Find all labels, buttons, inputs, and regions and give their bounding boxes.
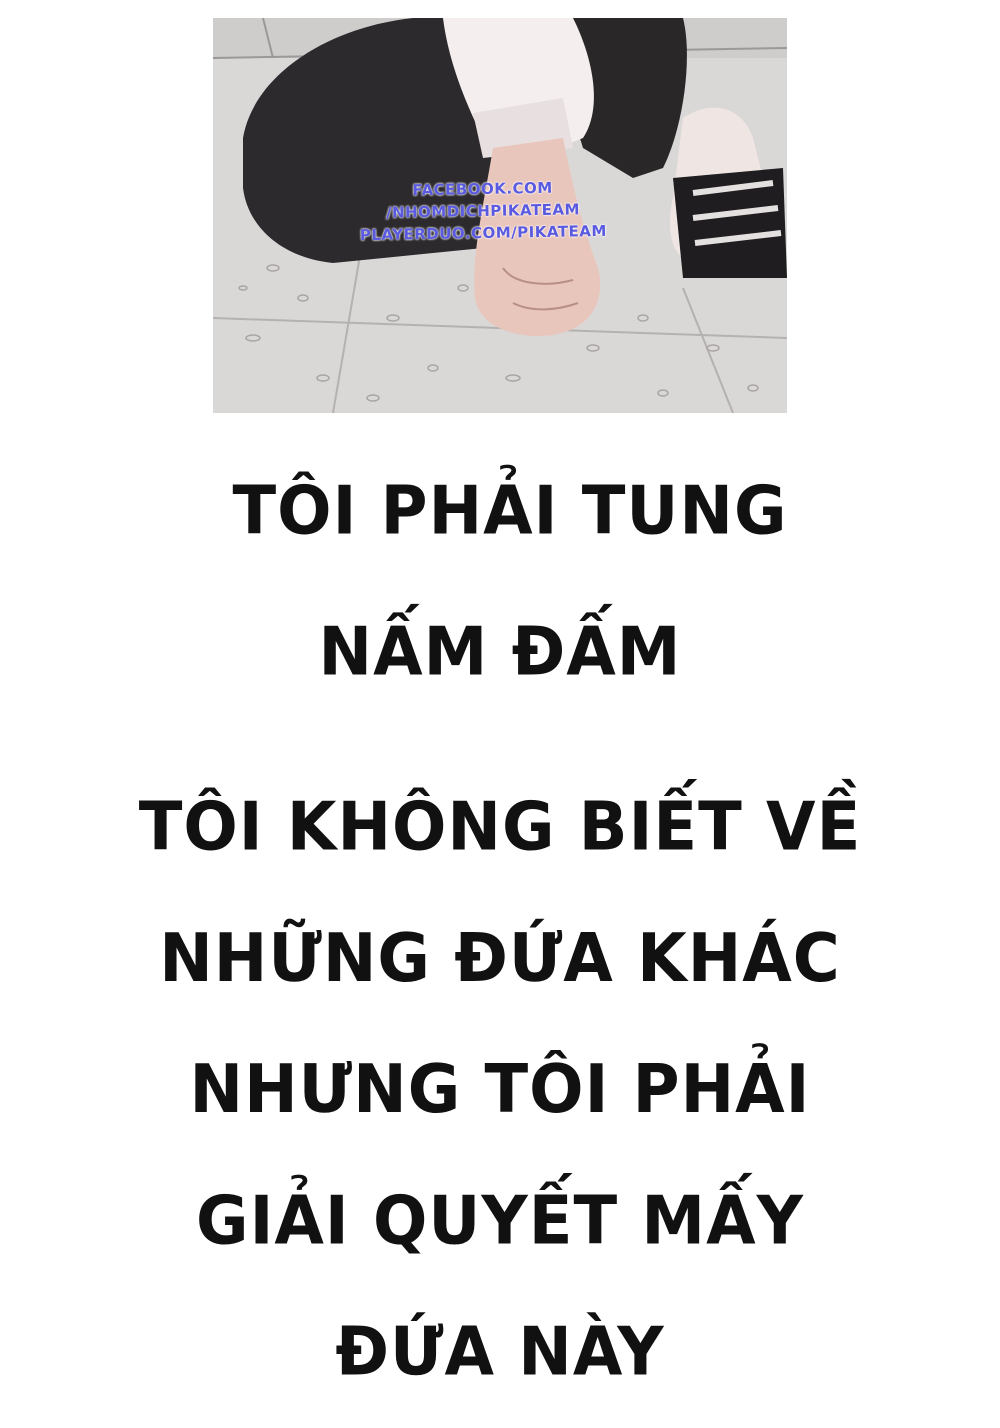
caption-2-line-2: NHỮNG ĐỨA KHÁC [159,919,841,998]
caption-1-line-1: TÔI PHẢI TUNG [232,472,788,551]
watermark [332,175,633,246]
watermark-line-2: /NHOMDICHPIKATEAM [385,200,581,222]
caption-1-line-2: NẤM ĐẤM [318,613,682,692]
watermark-line-1: FACEBOOK.COM [412,178,553,200]
caption-2-line-1: TÔI KHÔNG BIẾT VỀ [138,788,862,867]
caption-block-2 [0,762,1000,1418]
watermark-line-3: PLAYERDUO.COM/PIKATEAM [359,221,608,245]
caption-2-line-4: GIẢI QUYẾT MẤY [196,1182,804,1261]
caption-2-line-3: NHƯNG TÔI PHẢI [189,1051,811,1129]
comic-panel [213,18,787,413]
caption-2-line-5: ĐỨA NÀY [335,1313,665,1392]
caption-block-1 [0,441,1000,722]
